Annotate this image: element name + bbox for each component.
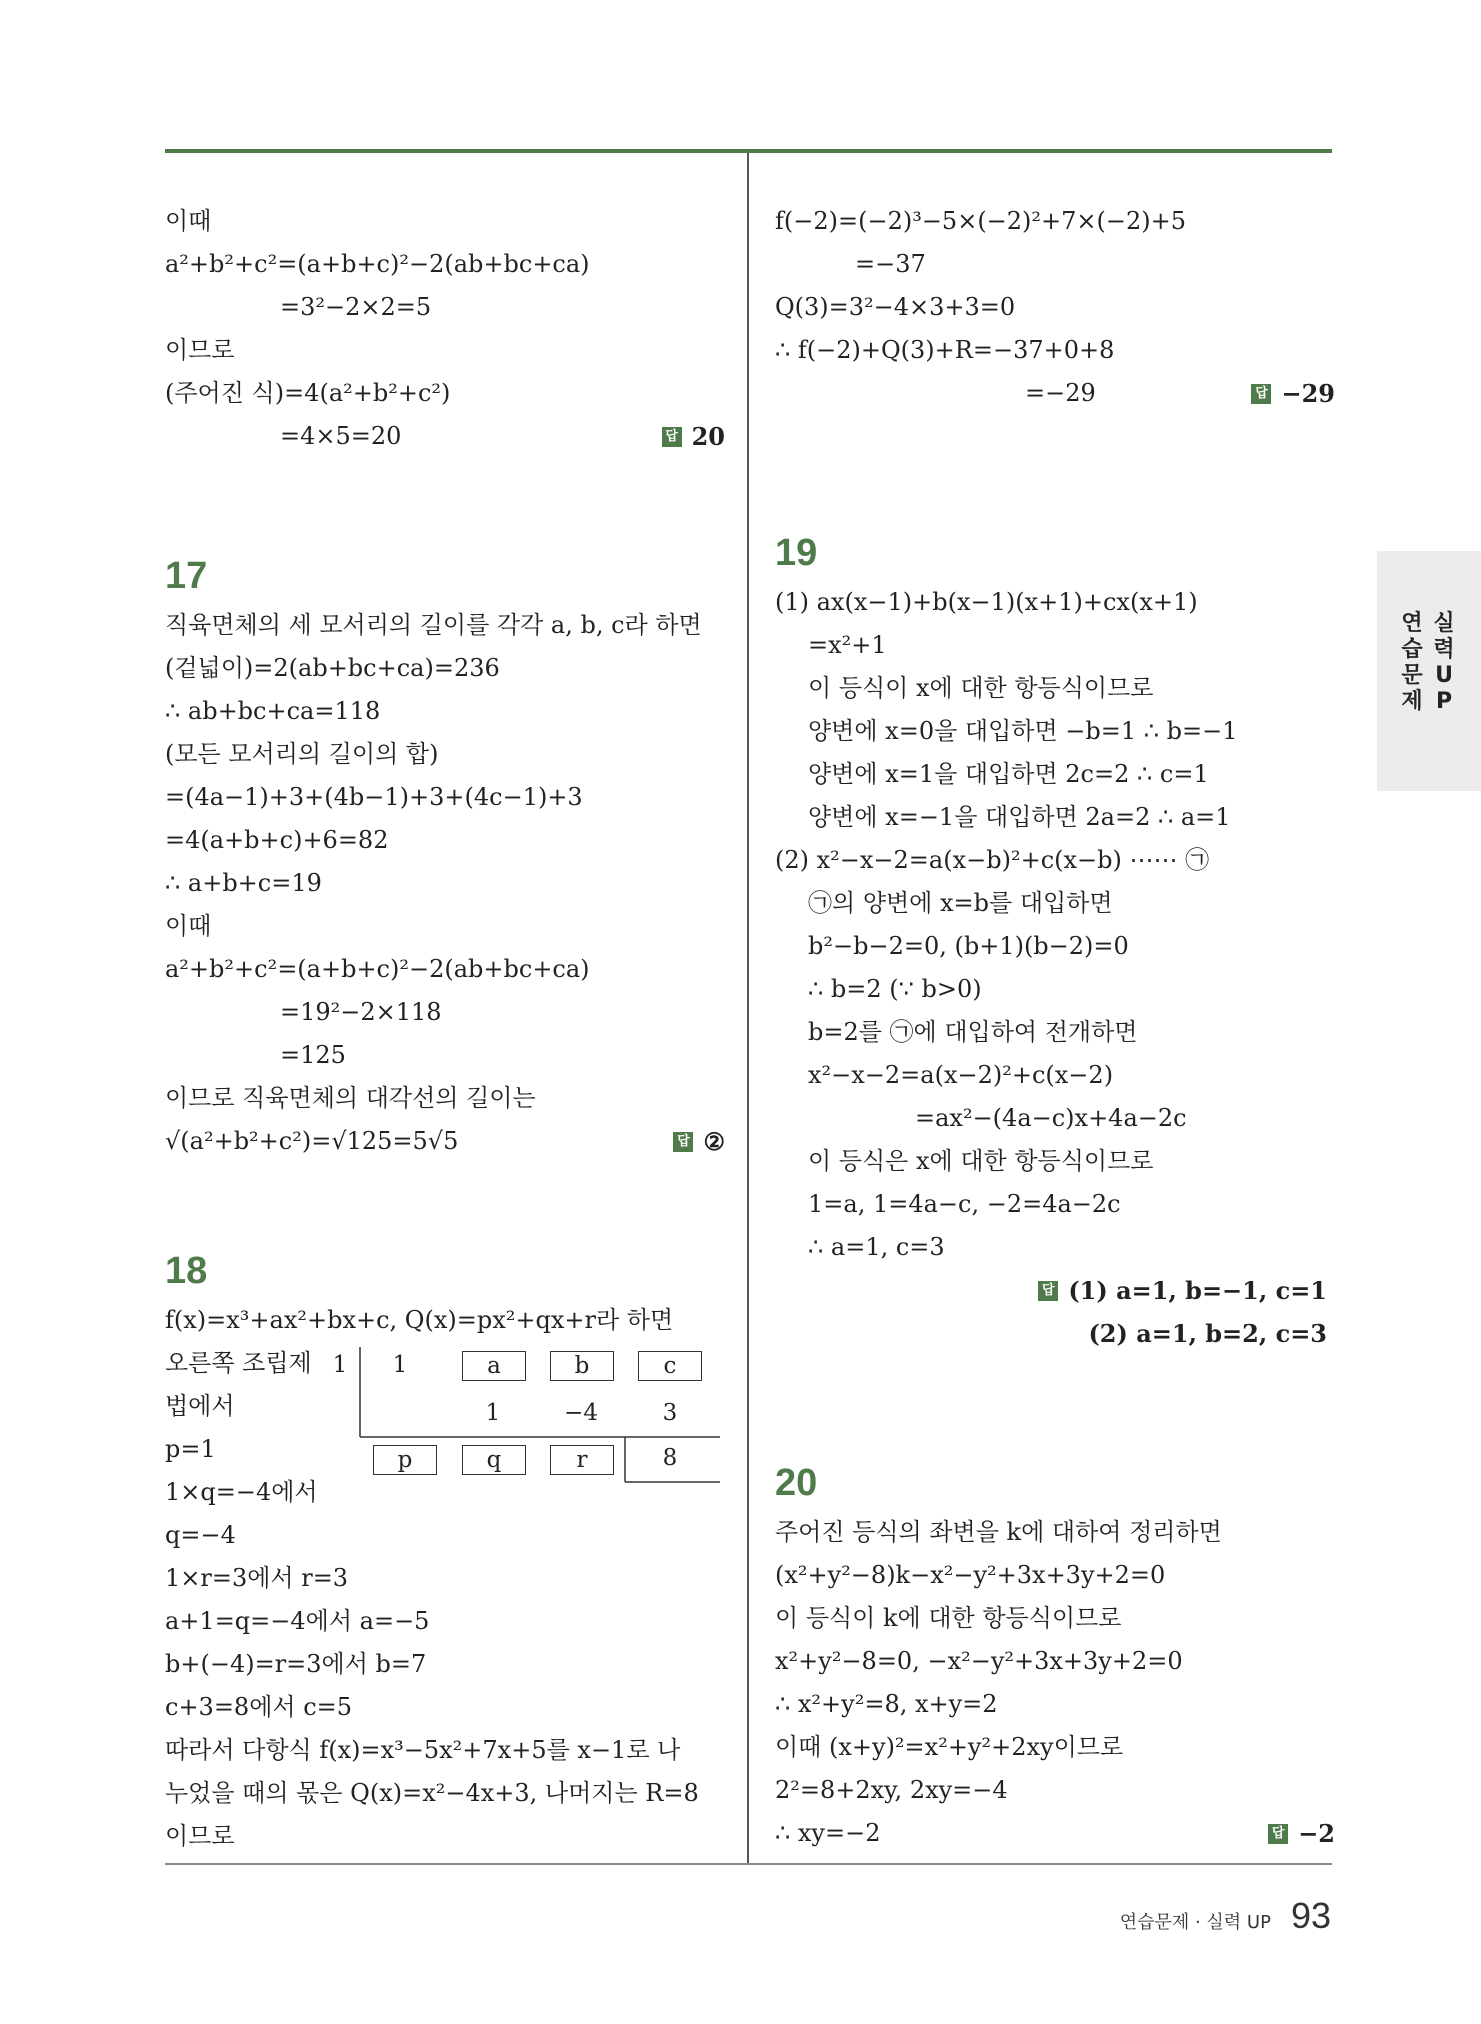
answer-line [775,1312,1335,1355]
text-line: a²+b²+c²=(a+b+c)²−2(ab+bc+ca) [165,955,590,983]
text-line: b²−b−2=0, (b+1)(b−2)=0 [808,932,1129,960]
text-line: =19²−2×118 [280,998,442,1026]
synth-cell: 1 [485,1400,501,1426]
synth-cell: b [550,1351,614,1381]
text-line: ∴ b=2 (∵ b>0) [808,975,982,1003]
answer-value: (1) a=1, b=−1, c=1 [1068,1276,1327,1305]
text-line: 이때 [165,207,212,235]
text-line: 이때 [165,912,212,940]
answer-line [775,1812,1335,1855]
text-line: f(−2)=(−2)³−5×(−2)²+7×(−2)+5 [775,207,1187,235]
answer-value: −2 [1298,1819,1335,1848]
synth-cell: p [373,1445,437,1475]
answer-value: −29 [1281,379,1335,408]
answer [1268,1812,1335,1855]
synthetic-division-block [165,1342,725,1514]
text-line: a²+b²+c²=(a+b+c)²−2(ab+bc+ca) [165,250,590,278]
text-line: =4×5=20 [280,422,402,450]
text-line: √(a²+b²+c²)=√125=5√5 [165,1127,459,1155]
text-line: =x²+1 [808,631,887,659]
text-line: q=−4 [165,1521,236,1549]
answer-badge-icon: 답 [1038,1281,1058,1301]
text-line: 1×r=3에서 r=3 [165,1564,349,1592]
problem-number-19: 19 [775,532,818,574]
left-column [165,200,725,1858]
text-line: 양변에 x=−1을 대입하면 2a=2 ∴ a=1 [808,803,1231,831]
text-line: =ax²−(4a−c)x+4a−2c [915,1104,1187,1132]
answer-value: ② [703,1127,725,1156]
answer-line [165,415,725,458]
text-line: 누었을 때의 몫은 Q(x)=x²−4x+3, 나머지는 R=8 [165,1779,699,1807]
answer [1038,1269,1327,1312]
answer [673,1120,725,1163]
text-line: =−37 [855,250,926,278]
text-line: ∴ f(−2)+Q(3)+R=−37+0+8 [775,336,1115,364]
answer-badge-icon: 답 [673,1132,693,1152]
text-line: ∴ a=1, c=3 [808,1233,945,1261]
text-line: 양변에 x=0을 대입하면 −b=1 ∴ b=−1 [808,717,1238,745]
section-side-tab [1377,551,1481,791]
text-line: (겉넓이)=2(ab+bc+ca)=236 [165,654,500,682]
text-line: 양변에 x=1을 대입하면 2c=2 ∴ c=1 [808,760,1209,788]
text-line: 이 등식은 x에 대한 항등식이므로 [808,1147,1154,1175]
text-line: =125 [280,1041,346,1069]
text-line: 법에서 [165,1392,235,1420]
text-line: 이므로 직육면체의 대각선의 길이는 [165,1084,536,1112]
side-tab-label-2: 연습문제 [1401,611,1423,714]
text-line: x²+y²−8=0, −x²−y²+3x+3y+2=0 [775,1647,1183,1675]
answer-badge-icon: 답 [1268,1824,1288,1844]
text-line: (1) ax(x−1)+b(x−1)(x+1)+cx(x+1) [775,588,1198,616]
answer-badge-icon: 답 [1251,384,1271,404]
answer-line [775,1269,1335,1312]
synth-cell: q [462,1445,526,1475]
problem-number-20: 20 [775,1462,818,1504]
text-line: ∴ x²+y²=8, x+y=2 [775,1690,998,1718]
text-line: =−29 [1025,379,1096,407]
text-line: 1=a, 1=4a−c, −2=4a−2c [808,1190,1121,1218]
text-line: (x²+y²−8)k−x²−y²+3x+3y+2=0 [775,1561,1166,1589]
problem-number-18: 18 [165,1250,208,1292]
text-line: a+1=q=−4에서 a=−5 [165,1607,430,1635]
text-line: (주어진 식)=4(a²+b²+c²) [165,379,451,407]
text-line: ∴ xy=−2 [775,1819,881,1847]
text-line: ㉠의 양변에 x=b를 대입하면 [808,889,1113,917]
text-line: 따라서 다항식 f(x)=x³−5x²+7x+5를 x−1로 나 [165,1736,681,1764]
text-line: 이 등식이 x에 대한 항등식이므로 [808,674,1154,702]
answer-line [165,1120,725,1163]
side-tab-label-1: 실력UP [1433,611,1455,714]
text-line: b+(−4)=r=3에서 b=7 [165,1650,427,1678]
footer-section-label: 연습문제 · 실력 UP [1119,1912,1271,1933]
text-line: (모든 모서리의 길이의 합) [165,740,439,768]
page-footer [1120,1895,1331,1937]
text-line: Q(3)=3²−4×3+3=0 [775,293,1016,321]
synth-cell: 1 [392,1352,408,1378]
text-line: 이때 (x+y)²=x²+y²+2xy이므로 [775,1733,1124,1761]
synth-cell: a [462,1351,526,1381]
text-line: =(4a−1)+3+(4b−1)+3+(4c−1)+3 [165,783,583,811]
synth-cell: r [550,1445,614,1475]
text-line: ∴ ab+bc+ca=118 [165,697,381,725]
text-line: p=1 [165,1435,216,1463]
text-line: 오른쪽 조립제 [165,1349,312,1377]
answer-badge-icon: 답 [662,427,682,447]
text-line: f(x)=x³+ax²+bx+c, Q(x)=px²+qx+r라 하면 [165,1306,674,1334]
synth-cell: c [638,1351,702,1381]
text-line: 2²=8+2xy, 2xy=−4 [775,1776,1008,1804]
text-line: b=2를 ㉠에 대입하여 전개하면 [808,1018,1138,1046]
text-line: 이 등식이 k에 대한 항등식이므로 [775,1604,1122,1632]
text-line: ∴ a+b+c=19 [165,869,322,897]
text-line: 이므로 [165,1822,235,1850]
text-line: 주어진 등식의 좌변을 k에 대하여 정리하면 [775,1518,1222,1546]
answer-line [775,372,1335,415]
problem-number-17: 17 [165,555,208,597]
text-line: =3²−2×2=5 [280,293,432,321]
answer [662,415,725,458]
text-line: x²−x−2=a(x−2)²+c(x−2) [808,1061,1114,1089]
text-line: c+3=8에서 c=5 [165,1693,353,1721]
answer [1251,372,1335,415]
text-line: 이므로 [165,336,235,364]
synth-cell: −4 [564,1400,598,1426]
text-line: =4(a+b+c)+6=82 [165,826,389,854]
answer-value: (2) a=1, b=2, c=3 [1088,1319,1327,1348]
right-column [775,200,1335,1855]
answer-value: 20 [691,422,725,451]
text-line: 1×q=−4에서 [165,1478,318,1506]
synth-cell: 3 [662,1400,678,1426]
text-line: 직육면체의 세 모서리의 길이를 각각 a, b, c라 하면 [165,611,702,639]
synth-remainder: 8 [662,1445,678,1471]
bottom-rule [165,1863,1332,1865]
synth-divisor: 1 [332,1352,348,1378]
column-divider [747,153,749,1865]
text-line: (2) x²−x−2=a(x−b)²+c(x−b) ⋯⋯ ㉠ [775,846,1210,874]
page-number: 93 [1290,1895,1331,1936]
